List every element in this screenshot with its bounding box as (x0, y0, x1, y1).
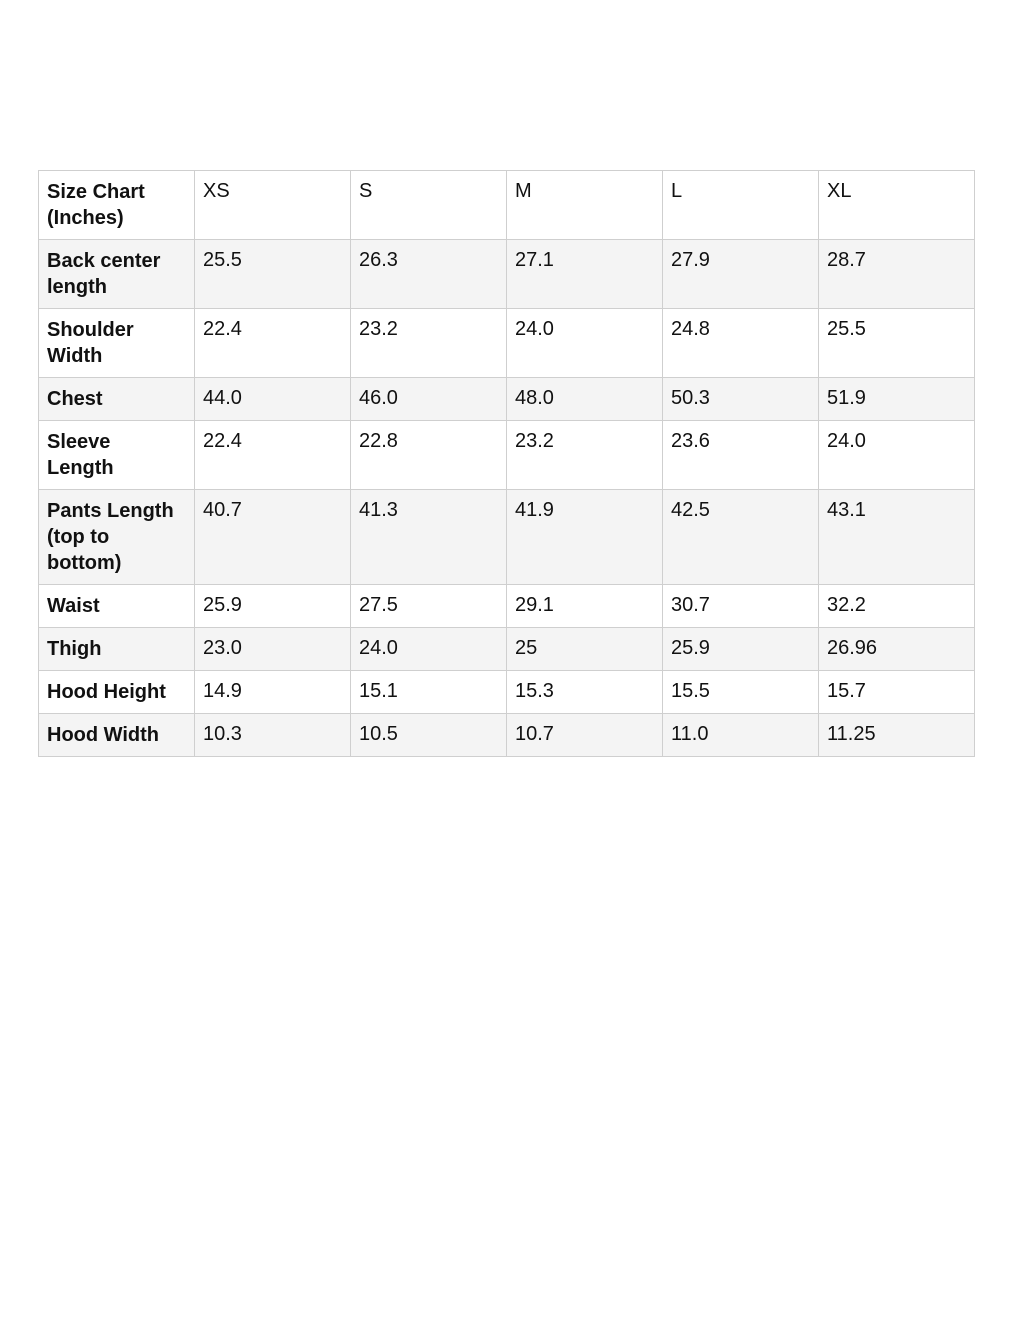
table-cell: 24.0 (351, 628, 507, 671)
table-cell: 15.5 (663, 671, 819, 714)
table-cell: 27.5 (351, 585, 507, 628)
table-cell: 23.6 (663, 421, 819, 490)
row-label: Back center length (39, 240, 195, 309)
table-cell: 28.7 (819, 240, 975, 309)
table-cell: 15.3 (507, 671, 663, 714)
table-row (39, 671, 975, 714)
size-header-l: L (663, 171, 819, 240)
table-cell: 32.2 (819, 585, 975, 628)
table-cell: 26.96 (819, 628, 975, 671)
table-cell: 10.7 (507, 714, 663, 757)
table-cell: 23.0 (195, 628, 351, 671)
row-label: Shoulder Width (39, 309, 195, 378)
table-cell: 10.3 (195, 714, 351, 757)
table-row (39, 240, 975, 309)
table-cell: 22.8 (351, 421, 507, 490)
row-label: Waist (39, 585, 195, 628)
table-cell: 50.3 (663, 378, 819, 421)
table-cell: 22.4 (195, 309, 351, 378)
table-cell: 44.0 (195, 378, 351, 421)
table-cell: 41.9 (507, 490, 663, 585)
row-label: Sleeve Length (39, 421, 195, 490)
table-cell: 25.9 (663, 628, 819, 671)
table-row (39, 628, 975, 671)
row-label: Pants Length (top to bottom) (39, 490, 195, 585)
table-cell: 41.3 (351, 490, 507, 585)
table-cell: 48.0 (507, 378, 663, 421)
table-cell: 25.5 (819, 309, 975, 378)
table-header-row (39, 171, 975, 240)
row-label: Thigh (39, 628, 195, 671)
size-chart-table (38, 170, 975, 757)
table-cell: 27.9 (663, 240, 819, 309)
table-cell: 23.2 (507, 421, 663, 490)
table-row (39, 421, 975, 490)
table-cell: 11.25 (819, 714, 975, 757)
table-cell: 15.7 (819, 671, 975, 714)
row-label: Chest (39, 378, 195, 421)
size-header-m: M (507, 171, 663, 240)
table-cell: 43.1 (819, 490, 975, 585)
table-cell: 40.7 (195, 490, 351, 585)
row-label: Hood Height (39, 671, 195, 714)
size-header-xs: XS (195, 171, 351, 240)
table-cell: 24.8 (663, 309, 819, 378)
table-cell: 11.0 (663, 714, 819, 757)
table-cell: 26.3 (351, 240, 507, 309)
table-cell: 29.1 (507, 585, 663, 628)
table-cell: 51.9 (819, 378, 975, 421)
table-cell: 46.0 (351, 378, 507, 421)
table-cell: 27.1 (507, 240, 663, 309)
table-cell: 24.0 (819, 421, 975, 490)
table-title-cell: Size Chart (Inches) (39, 171, 195, 240)
table-cell: 24.0 (507, 309, 663, 378)
table-row (39, 309, 975, 378)
table-row (39, 490, 975, 585)
table-cell: 42.5 (663, 490, 819, 585)
table-cell: 25.9 (195, 585, 351, 628)
table-cell: 23.2 (351, 309, 507, 378)
table-row (39, 378, 975, 421)
size-header-s: S (351, 171, 507, 240)
size-header-xl: XL (819, 171, 975, 240)
table-cell: 10.5 (351, 714, 507, 757)
table-cell: 14.9 (195, 671, 351, 714)
table-row (39, 585, 975, 628)
table-cell: 15.1 (351, 671, 507, 714)
row-label: Hood Width (39, 714, 195, 757)
table-cell: 30.7 (663, 585, 819, 628)
table-row (39, 714, 975, 757)
table-cell: 25.5 (195, 240, 351, 309)
table-cell: 22.4 (195, 421, 351, 490)
table-cell: 25 (507, 628, 663, 671)
